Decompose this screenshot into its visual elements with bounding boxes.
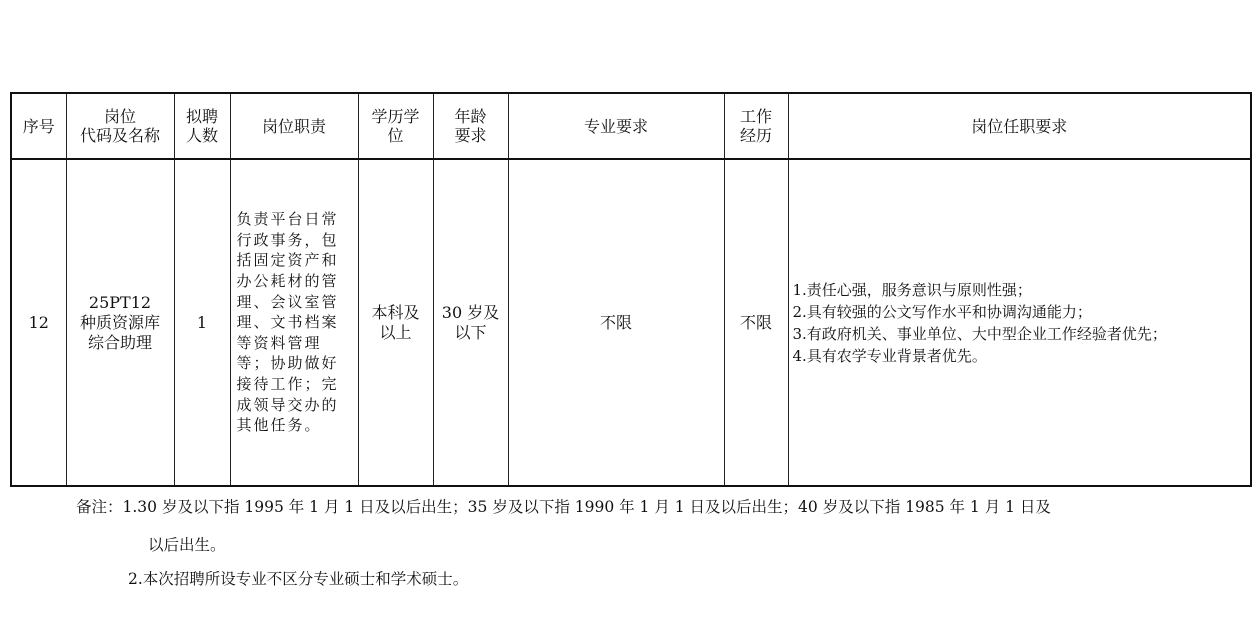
header-major-text: 专业要求 (583, 116, 648, 136)
header-major (508, 93, 724, 159)
header-code-line2: 代码及名称 (79, 126, 160, 145)
header-age-line1: 年龄 (454, 107, 487, 126)
req-item-1: 1.责任心强，服务意识与原则性强； (792, 280, 1032, 299)
header-num (174, 93, 230, 159)
cell-code-name (66, 159, 174, 486)
cell-code: 25PT12 (88, 292, 152, 312)
header-age (433, 93, 508, 159)
cell-exp (724, 159, 788, 486)
recruitment-table-container (10, 92, 1250, 486)
cell-edu-line2: 以上 (379, 322, 412, 342)
cell-seq (11, 159, 66, 486)
header-duty-text: 岗位职责 (261, 116, 326, 136)
cell-num (174, 159, 230, 486)
cell-name-line2: 综合助理 (87, 332, 152, 352)
note-line-2: 以后出生。 (148, 536, 226, 554)
header-code (66, 93, 174, 159)
header-duty (230, 93, 358, 159)
cell-exp-text: 不限 (739, 312, 772, 332)
table-row (11, 159, 1251, 486)
note-line-3: 2.本次招聘所设专业不区分专业硕士和学术硕士。 (128, 570, 469, 588)
cell-major (508, 159, 724, 486)
header-age-line2: 要求 (454, 126, 487, 145)
cell-age-line1: 30 岁及 (441, 302, 500, 322)
header-edu (358, 93, 433, 159)
cell-edu (358, 159, 433, 486)
header-num-line2: 人数 (185, 126, 218, 145)
header-edu-line2: 位 (387, 126, 404, 145)
cell-edu-line1: 本科及 (371, 302, 420, 322)
header-reqs-text: 岗位任职要求 (971, 116, 1068, 136)
header-exp-line2: 经历 (739, 126, 772, 145)
req-item-2: 2.具有较强的公文写作水平和协调沟通能力； (792, 302, 1092, 321)
cell-name-line1: 种质资源库 (79, 312, 160, 332)
cell-reqs (788, 159, 1251, 486)
header-exp (724, 93, 788, 159)
req-item-3: 3.有政府机关、事业单位、大中型企业工作经验者优先； (792, 324, 1167, 343)
cell-age-line2: 以下 (454, 322, 487, 342)
header-code-line1: 岗位 (103, 107, 136, 126)
header-seq-text: 序号 (22, 116, 55, 136)
cell-seq-text: 12 (28, 312, 49, 332)
table-header-row (11, 93, 1251, 159)
header-reqs (788, 93, 1251, 159)
cell-num-text: 1 (196, 312, 208, 332)
note-line-1: 备注：1.30 岁及以下指 1995 年 1 月 1 日及以后出生；35 岁及以下指 1990 年 1 月 1 日及以后出生；40 岁及以下指 1985 年 1 月 1 日及 (76, 498, 1051, 516)
header-edu-line1: 学历学 (371, 107, 420, 126)
header-exp-line1: 工作 (739, 107, 772, 126)
req-item-4: 4.具有农学专业背景者优先。 (792, 346, 987, 365)
header-seq (11, 93, 66, 159)
cell-age (433, 159, 508, 486)
cell-duty (230, 159, 358, 486)
cell-major-text: 不限 (599, 312, 632, 332)
recruitment-table (10, 92, 1252, 487)
cell-duty-text: 负责平台日常行政事务，包括固定资产和办公耗材的管理、会议室管理、文书档案等资料管理等；协助做好接待工作；完成领导交办的其他任务。 (236, 210, 339, 435)
header-num-line1: 拟聘 (185, 107, 218, 126)
